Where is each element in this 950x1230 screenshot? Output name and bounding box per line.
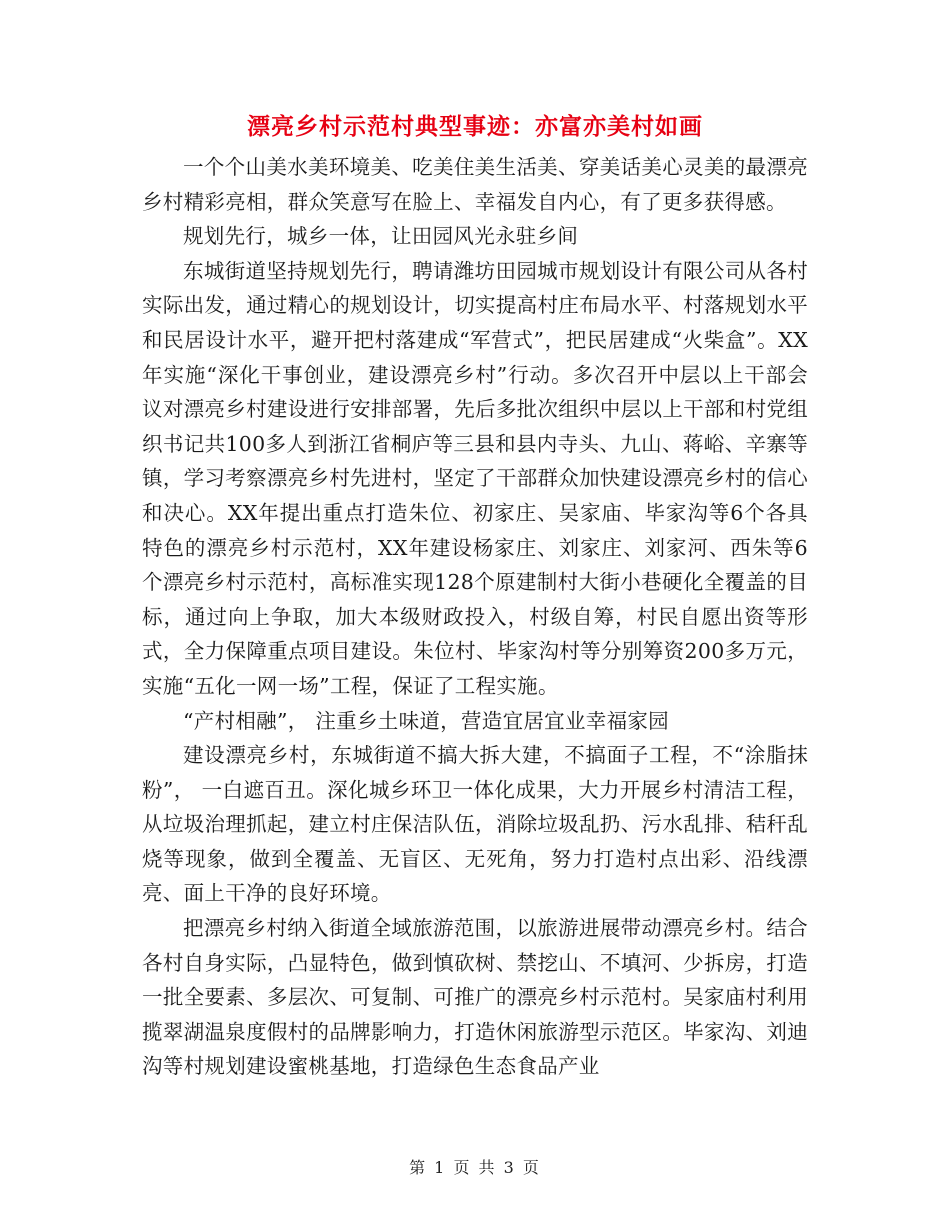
paragraph-planning: 东城街道坚持规划先行，聘请潍坊田园城市规划设计有限公司从各村实际出发，通过精心的规划设计，切实提高村庄布局水平、村落规划水平和民居设计水平，避开把村落建成“军营式”，把民居建成“火柴盒”。XX年实施“深化干事创业，建设漂亮乡村”行动。多次召开中层以上干部会议对漂亮乡村建设进行安排部署，先后多批次组织中层以上干部和村党组织书记共100多人到浙江省桐庐等三县和县内寺头、九山、蒋峪、辛寨等镇，学习考察漂亮乡村先进村，坚定了干部群众加快建设漂亮乡村的信心和决心。XX年提出重点打造朱位、初家庄、吴家庙、毕家沟等6个各具特色的漂亮乡村示范村，XX年建设杨家庄、刘家庄、刘家河、西朱等6个漂亮乡村示范村，高标准实现128个原建制村大街小巷硬化全覆盖的目标，通过向上争取，加大本级财政投入，村级自筹，村民自愿出资等形式，全力保障重点项目建设。朱位村、毕家沟村等分别筹资200多万元，实施“五化一网一场”工程，保证了工程实施。 (142, 258, 808, 698)
paragraph-tourism: 把漂亮乡村纳入街道全域旅游范围，以旅游进展带动漂亮乡村。结合各村自身实际，凸显特色，做到慎砍树、禁挖山、不填河、少拆房，打造一批全要素、多层次、可复制、可推广的漂亮乡村示范村。吴家庙村利用揽翠湖温泉度假村的品牌影响力，打造休闲旅游型示范区。毕家沟、刘迪沟等村规划建设蜜桃基地，打造绿色生态食品产业 (142, 916, 808, 1079)
document-title: 漂亮乡村示范村典型事迹：亦富亦美村如画 (247, 114, 703, 140)
section-heading-planning: 规划先行，城乡一体，让田园风光永驻乡间 (183, 224, 579, 249)
paragraph-intro: 一个个山美水美环境美、吃美住美生活美、穿美话美心灵美的最漂亮乡村精彩亮相，群众笑意写在脸上、幸福发自内心，有了更多获得感。 (142, 155, 808, 214)
section-heading-integration: “产村相融”， 注重乡土味道，营造宜居宜业幸福家园 (183, 708, 669, 733)
paragraph-environment: 建设漂亮乡村，东城街道不搞大拆大建，不搞面子工程，不“涂脂抹粉”， 一白遮百丑。深化城乡环卫一体化成果，大力开展乡村清洁工程，从垃圾治理抓起，建立村庄保洁队伍，消除垃圾乱扔、污水乱排、秸秆乱烧等现象，做到全覆盖、无盲区、无死角，努力打造村点出彩、沿线漂亮、面上干净的良好环境。 (142, 743, 808, 906)
document-body (142, 150, 808, 1084)
page-footer: 第 1 页 共 3 页 (409, 1158, 541, 1177)
